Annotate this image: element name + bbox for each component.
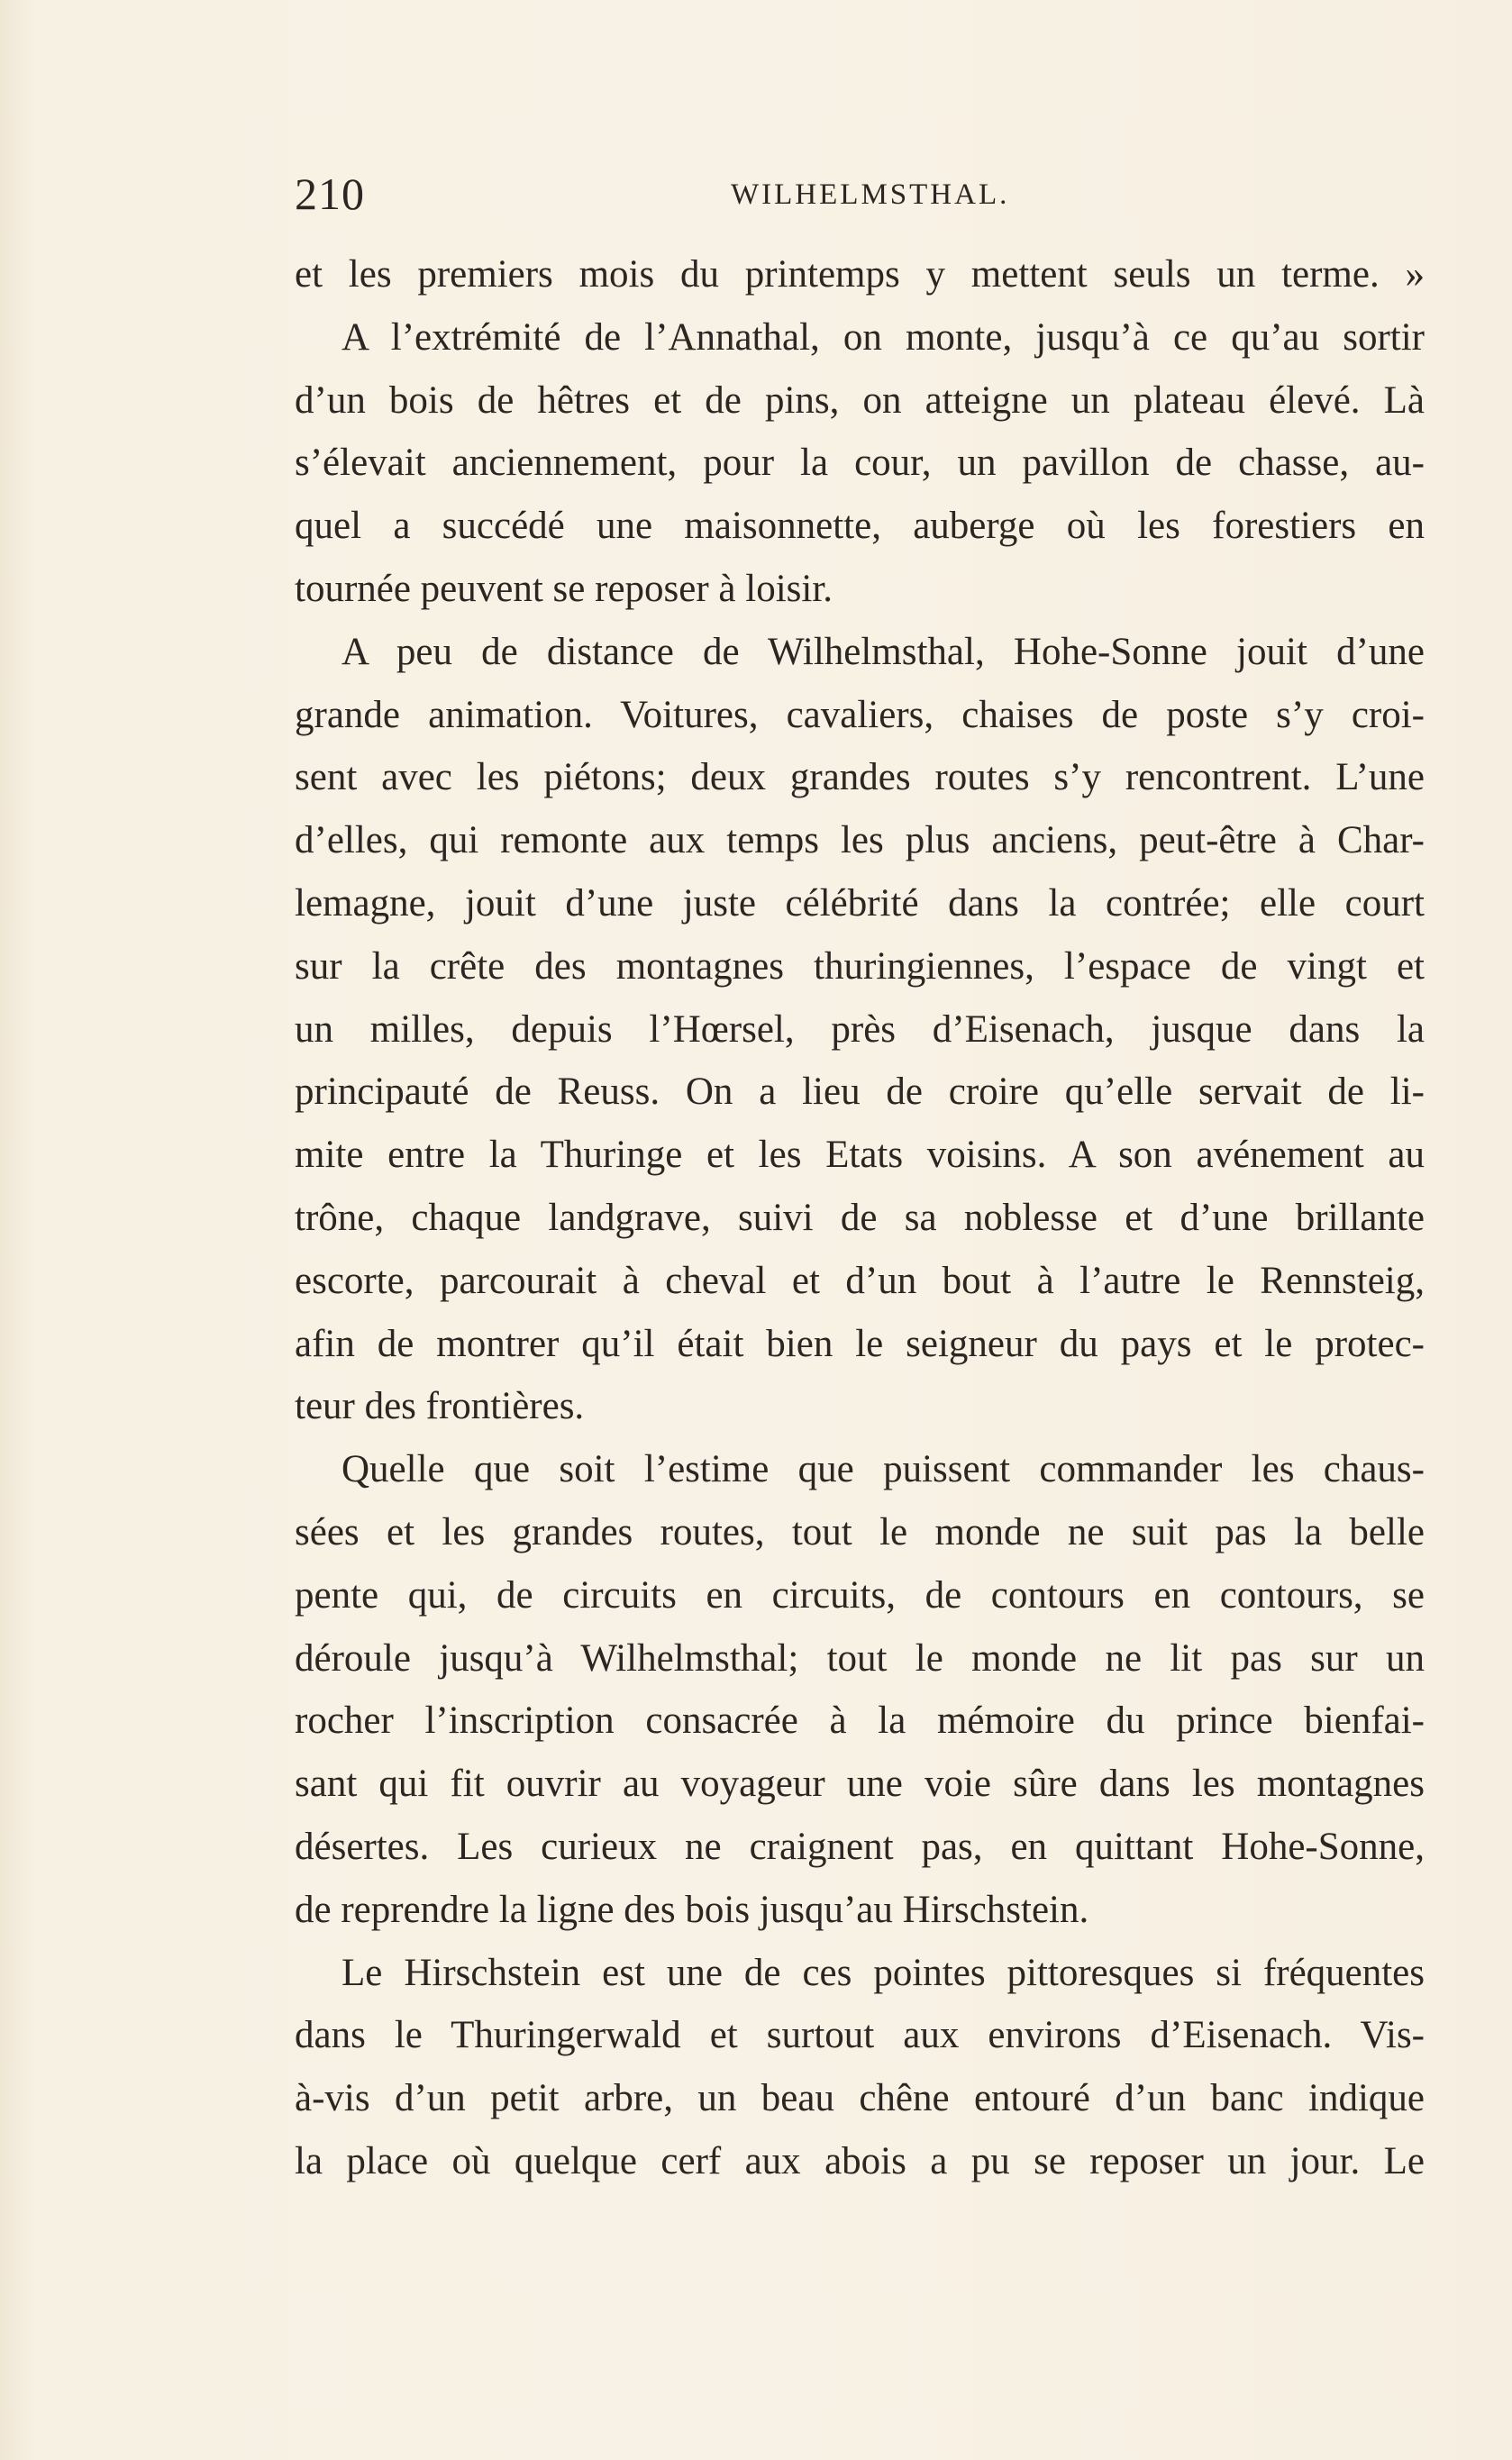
- text-line: déroule jusqu’à Wilhelmsthal; tout le monde ne lit pas sur un: [295, 1636, 1425, 1680]
- text-line: s’élevait anciennement, pour la cour, un pavillon de chasse, au-: [295, 442, 1425, 485]
- text-line: A l’extrémité de l’Annathal, on monte, jusqu’à ce qu’au sortir: [342, 315, 1425, 359]
- text-line: trône, chaque landgrave, suivi de sa noblesse et d’une brillante: [295, 1196, 1425, 1239]
- text-line: principauté de Reuss. On a lieu de croire qu’elle servait de li-: [295, 1071, 1425, 1114]
- text-line: sent avec les piétons; deux grandes routes s’y rencontrent. L’une: [295, 756, 1425, 799]
- text-line: d’un bois de hêtres et de pins, on atteigne un plateau élevé. Là: [295, 378, 1425, 422]
- text-line: mite entre la Thuringe et les Etats voisins. A son avénement au: [295, 1134, 1425, 1177]
- text-line: teur des frontières.: [295, 1385, 585, 1428]
- text-line: dans le Thuringerwald et surtout aux environs d’Eisenach. Vis-: [295, 2014, 1425, 2057]
- text-line: sant qui fit ouvrir au voyageur une voie sûre dans les montagnes: [295, 1763, 1425, 1806]
- text-line: à-vis d’un petit arbre, un beau chêne entouré d’un banc indique: [295, 2077, 1425, 2120]
- text-line: quel a succédé une maisonnette, auberge où les forestiers en: [295, 505, 1425, 548]
- text-line: un milles, depuis l’Hœrsel, près d’Eisenach, jusque dans la: [295, 1007, 1425, 1051]
- text-line: d’elles, qui remonte aux temps les plus anciens, peut-être à Char-: [295, 819, 1425, 862]
- text-line: rocher l’inscription consacrée à la mémoire du prince bienfai-: [295, 1699, 1425, 1743]
- page-header: [295, 162, 1425, 225]
- text-line: désertes. Les curieux ne craignent pas, en quittant Hohe-Sonne,: [295, 1825, 1425, 1868]
- text-line: et les premiers mois du printemps y mettent seuls un terme. »: [295, 253, 1425, 296]
- text-line: afin de montrer qu’il était bien le seigneur du pays et le protec-: [295, 1322, 1425, 1365]
- text-line: sur la crête des montagnes thuringiennes, l’espace de vingt et: [295, 944, 1425, 988]
- text-line: lemagne, jouit d’une juste célébrité dans la contrée; elle court: [295, 881, 1425, 925]
- running-title: WILHELMSTHAL.: [731, 178, 1010, 211]
- text-line: de reprendre la ligne des bois jusqu’au Hirschstein.: [295, 1888, 1089, 1931]
- body-text: [295, 243, 1425, 2193]
- text-line: A peu de distance de Wilhelmsthal, Hohe-Sonne jouit d’une: [342, 630, 1425, 673]
- text-line: sées et les grandes routes, tout le monde ne suit pas la belle: [295, 1510, 1425, 1553]
- text-line: grande animation. Voitures, cavaliers, chaises de poste s’y croi-: [295, 693, 1425, 736]
- page-number: 210: [295, 169, 365, 219]
- text-line: Le Hirschstein est une de ces pointes pittoresques si fréquentes: [342, 1951, 1425, 1994]
- text-line: Quelle que soit l’estime que puissent commander les chaus-: [342, 1448, 1425, 1491]
- text-line: tournée peuvent se reposer à loisir.: [295, 567, 833, 610]
- text-line: pente qui, de circuits en circuits, de contours en contours, se: [295, 1573, 1425, 1617]
- text-line: escorte, parcourait à cheval et d’un bout à l’autre le Rennsteig,: [295, 1259, 1425, 1302]
- text-line: la place où quelque cerf aux abois a pu se reposer un jour. Le: [295, 2139, 1425, 2182]
